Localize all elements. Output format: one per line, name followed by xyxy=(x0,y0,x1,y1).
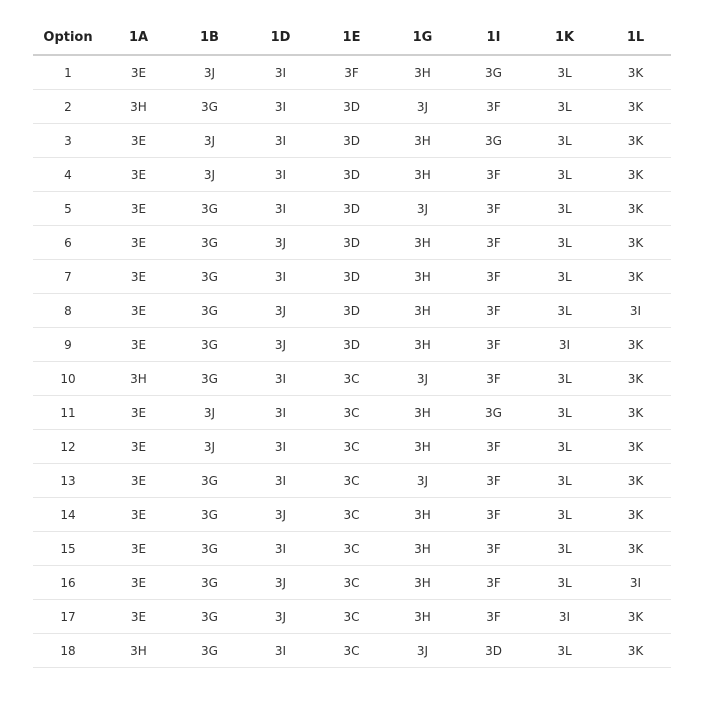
table-cell: 3J xyxy=(245,600,316,634)
table-cell: 3H xyxy=(387,226,458,260)
table-cell: 3J xyxy=(245,294,316,328)
table-cell: 3F xyxy=(458,464,529,498)
table-cell: 3C xyxy=(316,362,387,396)
table-cell: 3L xyxy=(529,90,600,124)
option-number-cell: 8 xyxy=(33,294,103,328)
table-cell: 3I xyxy=(245,158,316,192)
table-cell: 3J xyxy=(174,430,245,464)
table-cell: 3L xyxy=(529,362,600,396)
table-cell: 3C xyxy=(316,396,387,430)
table-cell: 3K xyxy=(600,158,671,192)
table-row xyxy=(33,362,671,396)
table-cell: 3F xyxy=(458,260,529,294)
table-cell: 3D xyxy=(316,158,387,192)
table-cell: 3L xyxy=(529,498,600,532)
table-cell: 3K xyxy=(600,498,671,532)
option-number-cell: 5 xyxy=(33,192,103,226)
table-cell: 3H xyxy=(387,600,458,634)
table-cell: 3D xyxy=(316,90,387,124)
table-cell: 3J xyxy=(174,55,245,90)
option-number-cell: 3 xyxy=(33,124,103,158)
options-table xyxy=(33,20,671,668)
table-cell: 3F xyxy=(458,430,529,464)
table-cell: 3G xyxy=(174,600,245,634)
option-number-cell: 15 xyxy=(33,532,103,566)
option-number-cell: 9 xyxy=(33,328,103,362)
table-cell: 3I xyxy=(600,566,671,600)
table-cell: 3F xyxy=(458,362,529,396)
table-cell: 3C xyxy=(316,464,387,498)
table-cell: 3E xyxy=(103,294,174,328)
option-number-cell: 10 xyxy=(33,362,103,396)
table-row xyxy=(33,430,671,464)
table-cell: 3K xyxy=(600,362,671,396)
table-cell: 3J xyxy=(245,328,316,362)
table-cell: 3I xyxy=(245,260,316,294)
table-cell: 3G xyxy=(174,464,245,498)
column-header-option: Option xyxy=(33,20,103,55)
table-cell: 3G xyxy=(174,294,245,328)
table-cell: 3F xyxy=(458,192,529,226)
table-cell: 3H xyxy=(387,328,458,362)
table-cell: 3J xyxy=(387,464,458,498)
table-cell: 3I xyxy=(245,90,316,124)
column-header-1e: 1E xyxy=(316,20,387,55)
table-cell: 3E xyxy=(103,192,174,226)
table-cell: 3E xyxy=(103,158,174,192)
option-number-cell: 1 xyxy=(33,55,103,90)
table-cell: 3H xyxy=(387,260,458,294)
table-cell: 3C xyxy=(316,532,387,566)
table-cell: 3D xyxy=(316,294,387,328)
table-cell: 3H xyxy=(387,566,458,600)
table-cell: 3J xyxy=(174,396,245,430)
table-cell: 3H xyxy=(387,55,458,90)
table-cell: 3J xyxy=(174,158,245,192)
table-row xyxy=(33,328,671,362)
table-cell: 3E xyxy=(103,124,174,158)
table-cell: 3I xyxy=(245,55,316,90)
table-row xyxy=(33,158,671,192)
table-cell: 3E xyxy=(103,464,174,498)
column-header-1a: 1A xyxy=(103,20,174,55)
table-cell: 3K xyxy=(600,192,671,226)
table-cell: 3F xyxy=(458,532,529,566)
table-cell: 3G xyxy=(174,566,245,600)
table-cell: 3H xyxy=(387,294,458,328)
table-cell: 3J xyxy=(245,566,316,600)
table-cell: 3K xyxy=(600,396,671,430)
table-cell: 3K xyxy=(600,634,671,668)
option-number-cell: 4 xyxy=(33,158,103,192)
table-cell: 3L xyxy=(529,634,600,668)
table-cell: 3C xyxy=(316,430,387,464)
table-cell: 3J xyxy=(245,226,316,260)
table-cell: 3D xyxy=(316,328,387,362)
table-cell: 3G xyxy=(174,90,245,124)
table-cell: 3K xyxy=(600,260,671,294)
table-cell: 3F xyxy=(458,328,529,362)
table-cell: 3K xyxy=(600,464,671,498)
table-cell: 3F xyxy=(458,226,529,260)
table-cell: 3G xyxy=(458,124,529,158)
table-cell: 3L xyxy=(529,430,600,464)
table-cell: 3E xyxy=(103,430,174,464)
option-number-cell: 7 xyxy=(33,260,103,294)
table-cell: 3E xyxy=(103,396,174,430)
table-header xyxy=(33,20,671,55)
table-cell: 3I xyxy=(245,192,316,226)
table-cell: 3J xyxy=(174,124,245,158)
table-row xyxy=(33,260,671,294)
table-cell: 3E xyxy=(103,600,174,634)
table-cell: 3E xyxy=(103,260,174,294)
table-cell: 3G xyxy=(174,634,245,668)
table-cell: 3F xyxy=(458,600,529,634)
table-row xyxy=(33,498,671,532)
table-cell: 3L xyxy=(529,226,600,260)
table-cell: 3L xyxy=(529,124,600,158)
table-cell: 3F xyxy=(458,566,529,600)
table-row xyxy=(33,90,671,124)
table-cell: 3G xyxy=(174,226,245,260)
table-cell: 3L xyxy=(529,396,600,430)
table-cell: 3G xyxy=(174,532,245,566)
option-number-cell: 2 xyxy=(33,90,103,124)
table-row xyxy=(33,396,671,430)
option-number-cell: 11 xyxy=(33,396,103,430)
table-cell: 3C xyxy=(316,634,387,668)
table-cell: 3L xyxy=(529,294,600,328)
table-cell: 3J xyxy=(245,498,316,532)
table-cell: 3J xyxy=(387,634,458,668)
option-number-cell: 6 xyxy=(33,226,103,260)
table-cell: 3H xyxy=(103,90,174,124)
column-header-1k: 1K xyxy=(529,20,600,55)
table-cell: 3F xyxy=(458,90,529,124)
table-cell: 3E xyxy=(103,226,174,260)
table-cell: 3K xyxy=(600,124,671,158)
table-cell: 3C xyxy=(316,566,387,600)
table-cell: 3I xyxy=(529,600,600,634)
column-header-1l: 1L xyxy=(600,20,671,55)
table-cell: 3K xyxy=(600,90,671,124)
column-header-1d: 1D xyxy=(245,20,316,55)
table-cell: 3H xyxy=(103,362,174,396)
table-cell: 3C xyxy=(316,498,387,532)
table-row xyxy=(33,226,671,260)
table-cell: 3K xyxy=(600,226,671,260)
table-cell: 3L xyxy=(529,566,600,600)
option-number-cell: 12 xyxy=(33,430,103,464)
table-cell: 3L xyxy=(529,192,600,226)
table-cell: 3E xyxy=(103,55,174,90)
table-cell: 3D xyxy=(316,192,387,226)
table-cell: 3I xyxy=(245,396,316,430)
table-cell: 3F xyxy=(458,294,529,328)
table-cell: 3K xyxy=(600,532,671,566)
table-cell: 3K xyxy=(600,328,671,362)
table-row xyxy=(33,634,671,668)
table-cell: 3G xyxy=(458,396,529,430)
table-cell: 3I xyxy=(245,362,316,396)
table-cell: 3H xyxy=(387,124,458,158)
table-row xyxy=(33,566,671,600)
option-number-cell: 16 xyxy=(33,566,103,600)
table-cell: 3H xyxy=(387,430,458,464)
table-cell: 3K xyxy=(600,600,671,634)
table-cell: 3D xyxy=(458,634,529,668)
table-cell: 3G xyxy=(174,362,245,396)
table-cell: 3J xyxy=(387,90,458,124)
table-body xyxy=(33,55,671,668)
table-cell: 3E xyxy=(103,532,174,566)
table-cell: 3G xyxy=(174,498,245,532)
table-cell: 3D xyxy=(316,226,387,260)
table-cell: 3D xyxy=(316,260,387,294)
option-number-cell: 13 xyxy=(33,464,103,498)
option-number-cell: 18 xyxy=(33,634,103,668)
table-row xyxy=(33,464,671,498)
table-cell: 3G xyxy=(174,328,245,362)
table-cell: 3H xyxy=(103,634,174,668)
table-row xyxy=(33,532,671,566)
table-cell: 3L xyxy=(529,260,600,294)
table-cell: 3H xyxy=(387,498,458,532)
table-cell: 3F xyxy=(316,55,387,90)
table-cell: 3L xyxy=(529,532,600,566)
column-header-1g: 1G xyxy=(387,20,458,55)
table-row xyxy=(33,600,671,634)
column-header-1b: 1B xyxy=(174,20,245,55)
table-cell: 3I xyxy=(600,294,671,328)
column-header-1i: 1I xyxy=(458,20,529,55)
table-cell: 3E xyxy=(103,498,174,532)
table-cell: 3H xyxy=(387,158,458,192)
options-table-container xyxy=(33,20,671,668)
table-cell: 3D xyxy=(316,124,387,158)
table-cell: 3I xyxy=(245,532,316,566)
table-cell: 3E xyxy=(103,566,174,600)
option-number-cell: 14 xyxy=(33,498,103,532)
table-cell: 3G xyxy=(174,192,245,226)
table-cell: 3I xyxy=(245,124,316,158)
table-cell: 3I xyxy=(245,634,316,668)
table-row xyxy=(33,192,671,226)
table-cell: 3L xyxy=(529,158,600,192)
table-cell: 3J xyxy=(387,192,458,226)
table-row xyxy=(33,124,671,158)
table-cell: 3H xyxy=(387,396,458,430)
table-row xyxy=(33,294,671,328)
table-cell: 3J xyxy=(387,362,458,396)
table-row xyxy=(33,55,671,90)
table-cell: 3F xyxy=(458,498,529,532)
table-cell: 3K xyxy=(600,55,671,90)
table-cell: 3G xyxy=(174,260,245,294)
option-number-cell: 17 xyxy=(33,600,103,634)
table-cell: 3G xyxy=(458,55,529,90)
table-cell: 3I xyxy=(529,328,600,362)
table-cell: 3H xyxy=(387,532,458,566)
header-row xyxy=(33,20,671,55)
table-cell: 3F xyxy=(458,158,529,192)
table-cell: 3C xyxy=(316,600,387,634)
table-cell: 3L xyxy=(529,464,600,498)
table-cell: 3I xyxy=(245,430,316,464)
table-cell: 3K xyxy=(600,430,671,464)
table-cell: 3I xyxy=(245,464,316,498)
table-cell: 3L xyxy=(529,55,600,90)
table-cell: 3E xyxy=(103,328,174,362)
